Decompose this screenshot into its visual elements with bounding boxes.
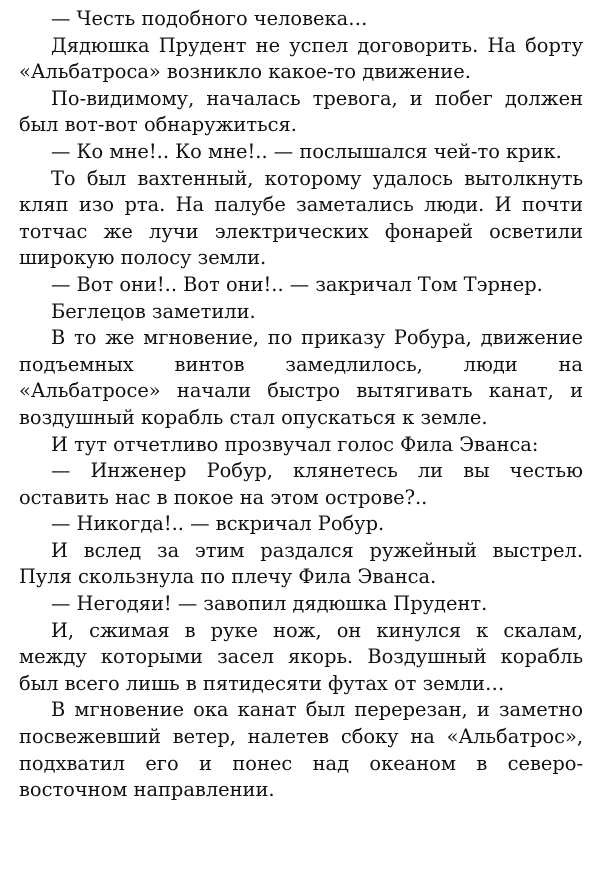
paragraph: В то же мгновение, по приказу Робура, движение подъемных винтов замедлилось, люди на «Альбатросе» начали быстро вытягивать канат, и воздушный корабль стал опускаться к земле. [19, 326, 583, 429]
paragraph: Беглецов заметили. [51, 299, 256, 323]
paragraph: И вслед за этим раздался ружейный выстрел. Пуля скользнула по плечу Фила Эванса. [19, 538, 583, 589]
paragraph: — Никогда!.. — вскричал Робур. [51, 512, 385, 536]
paragraph: — Инженер Робур, клянетесь ли вы честью оставить нас в покое на этом острове?.. [19, 459, 583, 509]
book-page [19, 6, 583, 804]
paragraph: В мгновение ока канат был перерезан, и заметно посвежевший ветер, налетев сбоку на «Альбатрос», подхватил его и понес над океаном в северо-восточном направлении. [19, 698, 583, 802]
paragraph: — Ко мне!.. Ко мне!.. — послышался чей-то крик. [51, 139, 562, 163]
paragraph: — Вот они!.. Вот они!.. — закричал Том Тэрнер. [51, 272, 543, 296]
paragraph: — Честь подобного человека… [51, 7, 368, 30]
paragraph: То был вахтенный, которому удалось вытолкнуть кляп изо рта. На палубе заметались люди. И почти тотчас же лучи электрических фонарей осветили широкую полосу земли. [19, 166, 583, 270]
paragraph: И тут отчетливо прозвучал голос Фила Эванса: [51, 432, 539, 456]
paragraph: И, сжимая в руке нож, он кинулся к скалам, между которыми засел якорь. Воздушный корабль был всего лишь в пятидесяти футах от земли… [19, 618, 583, 695]
paragraph: Дядюшка Прудент не успел договорить. На борту «Альбатроса» возникло какое-то движение. [19, 33, 583, 84]
paragraph: — Негодяи! — завопил дядюшка Прудент. [51, 592, 488, 616]
paragraph: По-видимому, началась тревога, и побег должен был вот-вот обнаружиться. [19, 86, 583, 137]
